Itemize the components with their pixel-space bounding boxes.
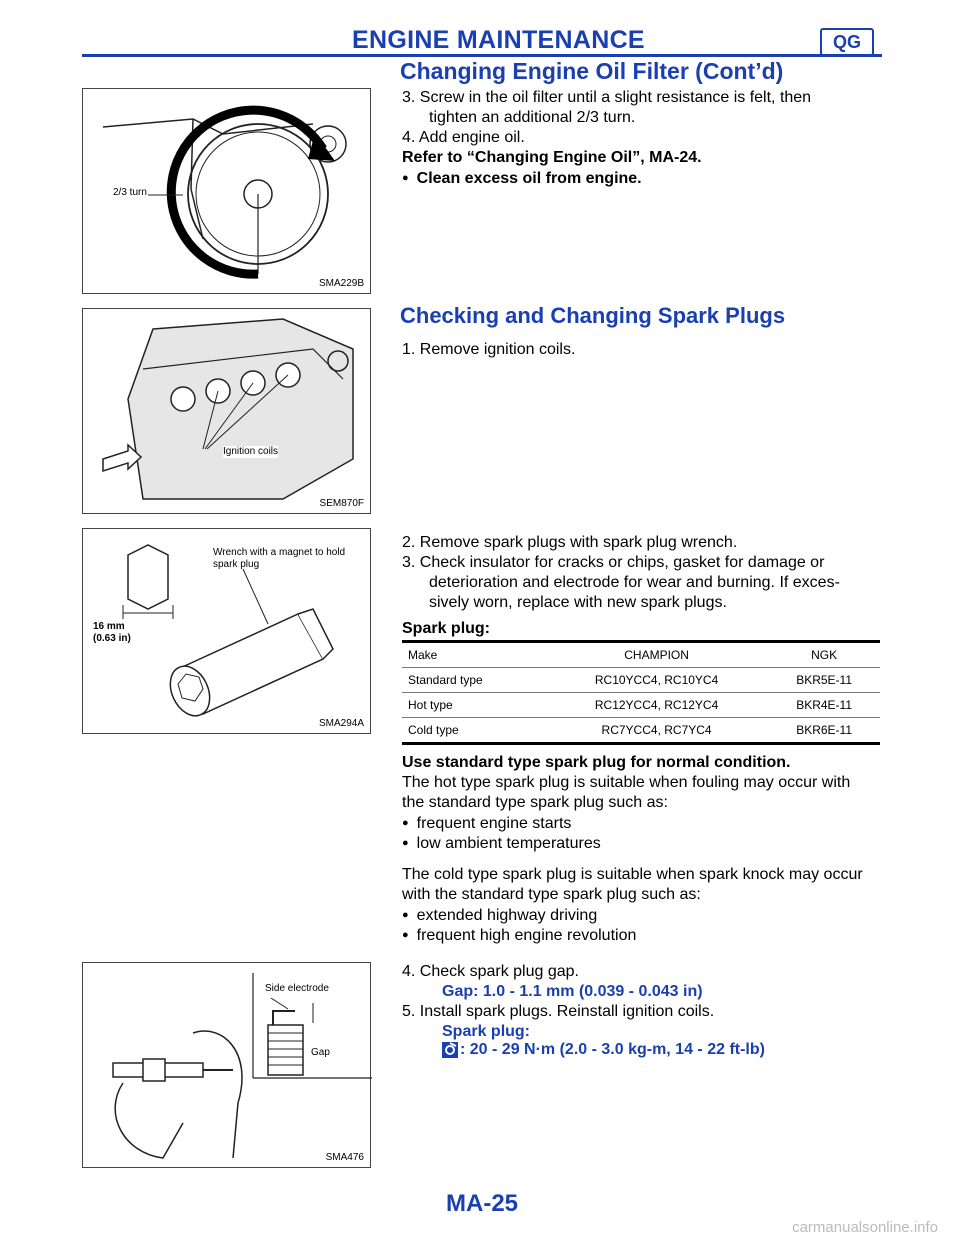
cold-type-text-2: with the standard type spark plug such as: xyxy=(402,886,701,903)
table-cell: RC10YCC4, RC10YC4 xyxy=(545,668,768,693)
gap-spec: Gap: 1.0 - 1.1 mm (0.039 - 0.043 in) xyxy=(442,983,703,1000)
label-gap: Gap xyxy=(311,1047,330,1058)
hot-bullet-2: ● low ambient temperatures xyxy=(402,833,601,854)
figure-oil-filter xyxy=(82,88,371,294)
table-cell: Hot type xyxy=(402,693,545,718)
figure-spark-plug-wrench xyxy=(82,528,371,734)
figure-code: SMA294A xyxy=(318,718,364,729)
spark-plug-table-title: Spark plug: xyxy=(402,620,491,637)
section-title-oil-filter: Changing Engine Oil Filter (Cont’d) xyxy=(400,58,784,84)
standard-type-note: Use standard type spark plug for normal condition. xyxy=(402,754,791,771)
oil-filter-step-4: 4. Add engine oil. xyxy=(402,129,525,146)
table-cell: RC7YCC4, RC7YC4 xyxy=(545,718,768,744)
spark-plug-table xyxy=(402,640,880,745)
engine-code-badge: QG xyxy=(820,28,874,56)
torque-spec: : 20 - 29 N·m (2.0 - 3.0 kg-m, 14 - 22 ft-lb) xyxy=(460,1041,765,1058)
oil-filter-step-3-cont: tighten an additional 2/3 turn. xyxy=(429,109,636,126)
label-ignition-coils: Ignition coils xyxy=(223,446,279,457)
spark-step-4: 4. Check spark plug gap. xyxy=(402,963,579,980)
hot-type-text-2: the standard type spark plug such as: xyxy=(402,794,668,811)
oil-filter-step-3: 3. Screw in the oil filter until a slight resistance is felt, then xyxy=(402,89,812,106)
table-cell: BKR4E-11 xyxy=(768,693,880,718)
oil-change-reference: Refer to “Changing Engine Oil”, MA-24. xyxy=(402,149,702,166)
hot-type-text-1: The hot type spark plug is suitable when fouling may occur with xyxy=(402,774,851,791)
page-number: MA-25 xyxy=(446,1190,519,1217)
table-row xyxy=(402,668,880,693)
spark-step-5: 5. Install spark plugs. Reinstall ignition coils. xyxy=(402,1003,715,1020)
spark-step-3-cont1: deterioration and electrode for wear and burning. If exces- xyxy=(429,574,840,591)
table-cell: Standard type xyxy=(402,668,545,693)
table-cell: BKR5E-11 xyxy=(768,668,880,693)
spark-step-2: 2. Remove spark plugs with spark plug wrench. xyxy=(402,534,738,551)
hot-bullet-1: ● frequent engine starts xyxy=(402,813,571,834)
table-row xyxy=(402,718,880,744)
table-cell: Make xyxy=(402,642,545,668)
label-16mm: 16 mm xyxy=(93,621,125,632)
cold-bullet-1: ● extended highway driving xyxy=(402,905,597,926)
label-2-3-turn: 2/3 turn xyxy=(113,187,147,198)
table-cell: CHAMPION xyxy=(545,642,768,668)
figure-spark-plug-gap xyxy=(82,962,371,1168)
table-row xyxy=(402,693,880,718)
section-title-spark-plugs: Checking and Changing Spark Plugs xyxy=(400,303,786,328)
spark-step-1: 1. Remove ignition coils. xyxy=(402,341,576,358)
figure-code: SMA476 xyxy=(325,1152,364,1163)
header-title: ENGINE MAINTENANCE xyxy=(352,26,645,54)
figure-code: SEM870F xyxy=(319,498,364,509)
spark-step-3: 3. Check insulator for cracks or chips, gasket for damage or xyxy=(402,554,825,571)
table-cell: RC12YCC4, RC12YC4 xyxy=(545,693,768,718)
header-divider xyxy=(82,54,882,57)
label-side-electrode: Side electrode xyxy=(265,983,329,994)
spark-step-3-cont2: sively worn, replace with new spark plugs. xyxy=(429,594,727,611)
figure-code: SMA229B xyxy=(318,278,364,289)
table-header-row xyxy=(402,642,880,668)
clean-oil-bullet: ● Clean excess oil from engine. xyxy=(402,168,642,189)
torque-title: Spark plug: xyxy=(442,1023,531,1040)
table-cell: BKR6E-11 xyxy=(768,718,880,744)
figure-ignition-coils xyxy=(82,308,371,514)
engine-ignition-coils-illustration xyxy=(83,309,372,515)
torque-wrench-icon xyxy=(442,1042,458,1058)
label-wrench: Wrench with a magnet to hold spark plug xyxy=(213,547,346,570)
table-cell: NGK xyxy=(768,642,880,668)
cold-bullet-2: ● frequent high engine revolution xyxy=(402,925,636,946)
label-063in: (0.63 in) xyxy=(93,633,131,644)
watermark: carmanualsonline.info xyxy=(792,1219,938,1236)
table-cell: Cold type xyxy=(402,718,545,744)
cold-type-text-1: The cold type spark plug is suitable when spark knock may occur xyxy=(402,866,863,883)
